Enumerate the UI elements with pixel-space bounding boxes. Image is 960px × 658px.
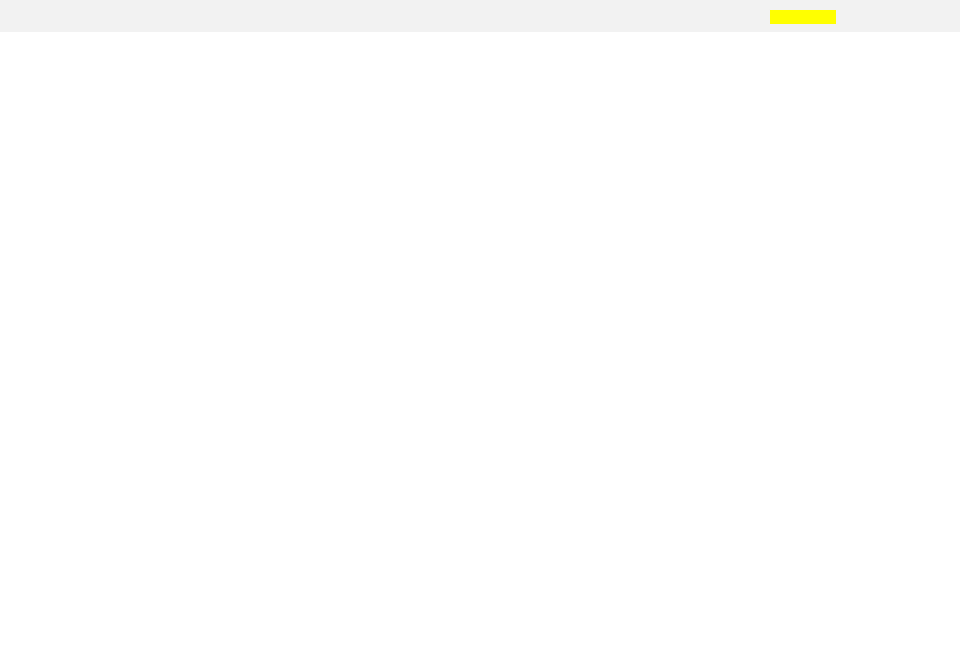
record-block	[0, 337, 960, 607]
record-block	[0, 52, 960, 322]
title-bar	[0, 0, 960, 32]
date-badge	[770, 10, 836, 24]
